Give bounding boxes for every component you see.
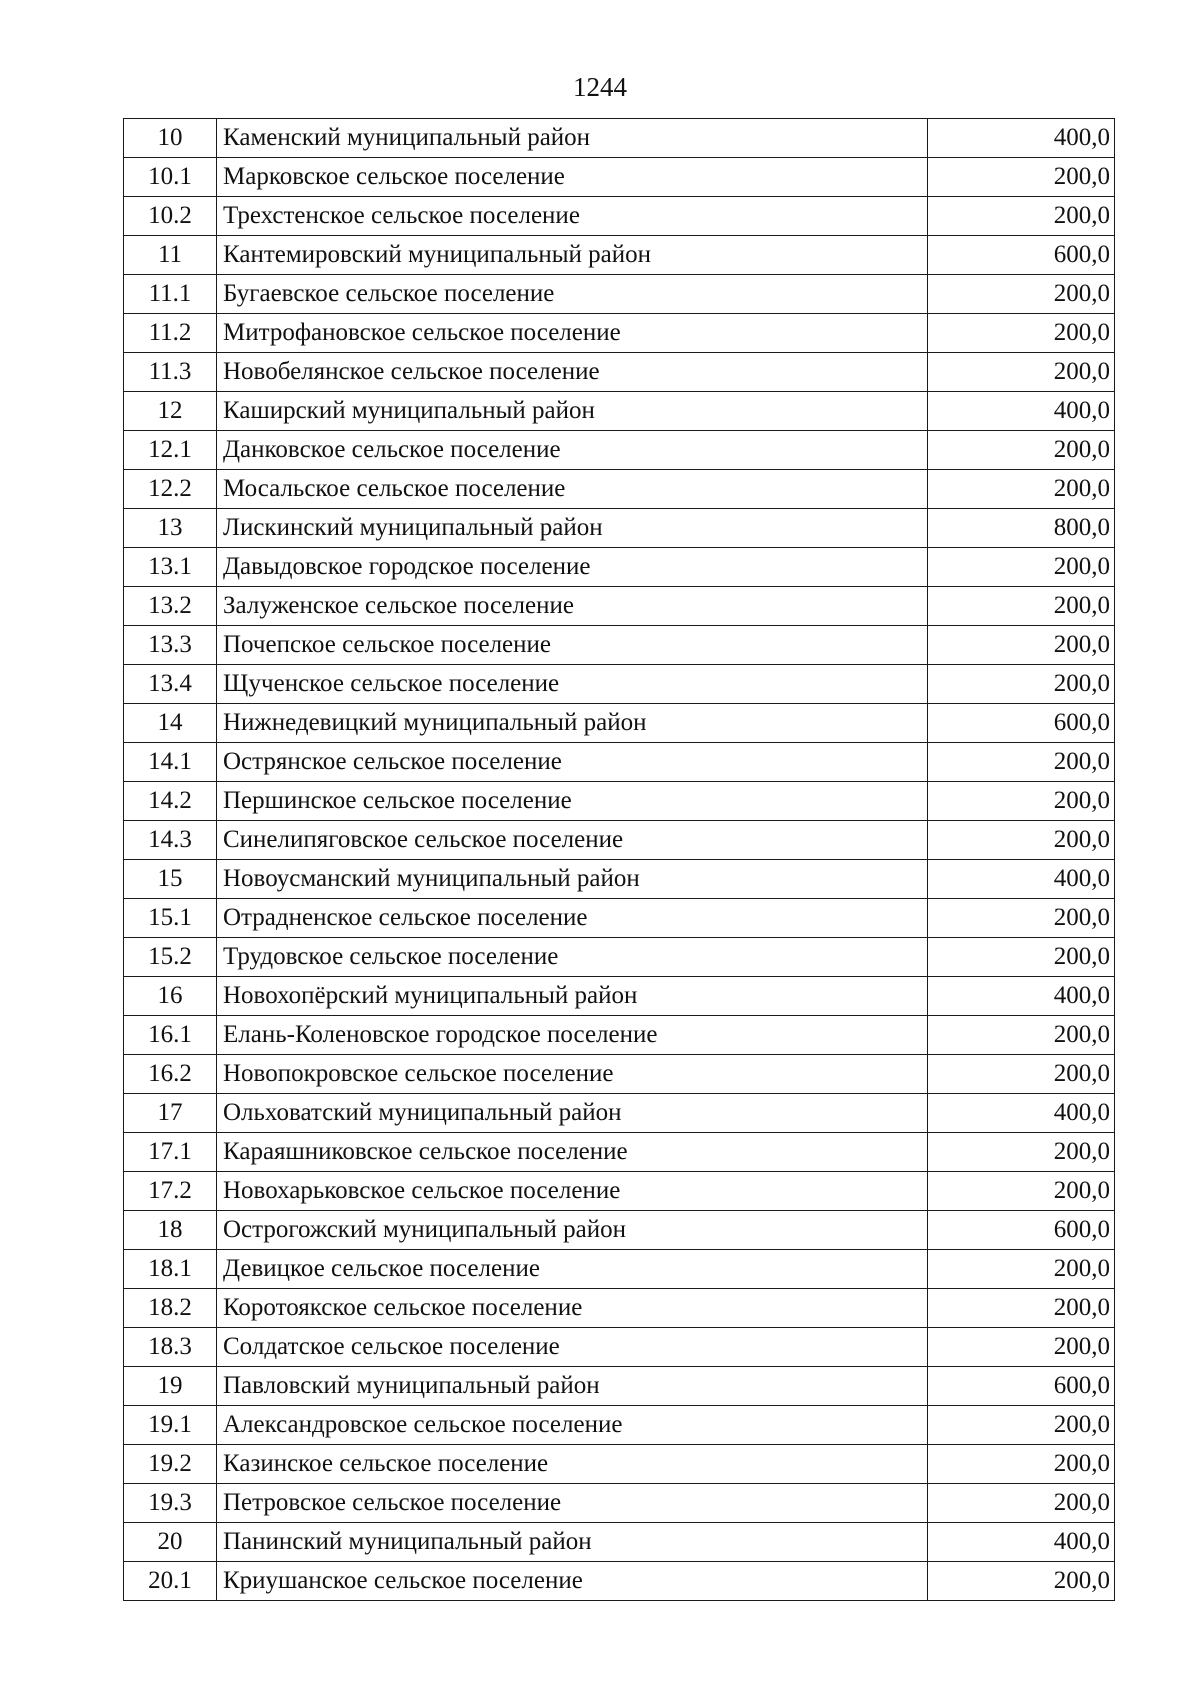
row-name-cell: Першинское сельское поселение — [217, 782, 928, 821]
row-number-cell: 19.1 — [124, 1406, 217, 1445]
row-name-cell: Новохарьковское сельское поселение — [217, 1172, 928, 1211]
row-number-cell: 16.1 — [124, 1016, 217, 1055]
table-row — [124, 1250, 1115, 1289]
table-row — [124, 1016, 1115, 1055]
row-name-cell: Павловский муниципальный район — [217, 1367, 928, 1406]
row-value-cell: 600,0 — [928, 236, 1115, 275]
row-name-cell: Новоусманский муниципальный район — [217, 860, 928, 899]
table-row — [124, 1328, 1115, 1367]
table-row — [124, 431, 1115, 470]
row-value-cell: 200,0 — [928, 1055, 1115, 1094]
row-name-cell: Караяшниковское сельское поселение — [217, 1133, 928, 1172]
row-name-cell: Бугаевское сельское поселение — [217, 275, 928, 314]
row-name-cell: Панинский муниципальный район — [217, 1523, 928, 1562]
row-name-cell: Трехстенское сельское поселение — [217, 197, 928, 236]
row-value-cell: 200,0 — [928, 158, 1115, 197]
row-name-cell: Митрофановское сельское поселение — [217, 314, 928, 353]
row-number-cell: 13 — [124, 509, 217, 548]
table-row — [124, 236, 1115, 275]
allocation-table — [123, 118, 1115, 1601]
row-value-cell: 200,0 — [928, 821, 1115, 860]
table-body — [124, 119, 1115, 1601]
row-value-cell: 200,0 — [928, 314, 1115, 353]
row-name-cell: Криушанское сельское поселение — [217, 1562, 928, 1601]
row-number-cell: 12.2 — [124, 470, 217, 509]
row-number-cell: 15.2 — [124, 938, 217, 977]
row-name-cell: Новобелянское сельское поселение — [217, 353, 928, 392]
row-name-cell: Почепское сельское поселение — [217, 626, 928, 665]
row-number-cell: 15.1 — [124, 899, 217, 938]
table-row — [124, 1562, 1115, 1601]
row-name-cell: Александровское сельское поселение — [217, 1406, 928, 1445]
table-row — [124, 1055, 1115, 1094]
table-row — [124, 1133, 1115, 1172]
row-name-cell: Давыдовское городское поселение — [217, 548, 928, 587]
row-number-cell: 14 — [124, 704, 217, 743]
row-name-cell: Щученское сельское поселение — [217, 665, 928, 704]
table-row — [124, 1484, 1115, 1523]
row-name-cell: Мосальское сельское поселение — [217, 470, 928, 509]
row-number-cell: 10 — [124, 119, 217, 158]
row-number-cell: 11 — [124, 236, 217, 275]
row-value-cell: 400,0 — [928, 860, 1115, 899]
row-value-cell: 200,0 — [928, 1328, 1115, 1367]
row-value-cell: 200,0 — [928, 782, 1115, 821]
table-row — [124, 899, 1115, 938]
table-row — [124, 509, 1115, 548]
table-row — [124, 548, 1115, 587]
row-value-cell: 200,0 — [928, 1289, 1115, 1328]
row-number-cell: 11.3 — [124, 353, 217, 392]
table-row — [124, 1211, 1115, 1250]
row-value-cell: 200,0 — [928, 431, 1115, 470]
row-number-cell: 18.2 — [124, 1289, 217, 1328]
table-row — [124, 977, 1115, 1016]
row-name-cell: Острогожский муниципальный район — [217, 1211, 928, 1250]
row-number-cell: 11.1 — [124, 275, 217, 314]
row-value-cell: 200,0 — [928, 197, 1115, 236]
table-row — [124, 1523, 1115, 1562]
row-value-cell: 200,0 — [928, 1445, 1115, 1484]
row-value-cell: 200,0 — [928, 470, 1115, 509]
table-row — [124, 1289, 1115, 1328]
row-name-cell: Новохопёрский муниципальный район — [217, 977, 928, 1016]
table-row — [124, 197, 1115, 236]
row-number-cell: 15 — [124, 860, 217, 899]
row-number-cell: 11.2 — [124, 314, 217, 353]
row-value-cell: 200,0 — [928, 938, 1115, 977]
table-row — [124, 938, 1115, 977]
row-name-cell: Солдатское сельское поселение — [217, 1328, 928, 1367]
row-value-cell: 200,0 — [928, 353, 1115, 392]
row-value-cell: 200,0 — [928, 899, 1115, 938]
table-row — [124, 275, 1115, 314]
row-value-cell: 200,0 — [928, 1016, 1115, 1055]
row-number-cell: 17 — [124, 1094, 217, 1133]
row-number-cell: 10.1 — [124, 158, 217, 197]
page-number: 1244 — [573, 72, 627, 102]
table-row — [124, 1172, 1115, 1211]
table-row — [124, 158, 1115, 197]
table-row — [124, 1445, 1115, 1484]
row-value-cell: 200,0 — [928, 548, 1115, 587]
row-number-cell: 14.2 — [124, 782, 217, 821]
row-name-cell: Каширский муниципальный район — [217, 392, 928, 431]
row-name-cell: Трудовское сельское поселение — [217, 938, 928, 977]
row-value-cell: 400,0 — [928, 1094, 1115, 1133]
row-value-cell: 200,0 — [928, 1484, 1115, 1523]
row-number-cell: 16.2 — [124, 1055, 217, 1094]
row-value-cell: 400,0 — [928, 977, 1115, 1016]
row-value-cell: 600,0 — [928, 1211, 1115, 1250]
table-row — [124, 1406, 1115, 1445]
row-value-cell: 200,0 — [928, 275, 1115, 314]
row-name-cell: Петровское сельское поселение — [217, 1484, 928, 1523]
row-number-cell: 20.1 — [124, 1562, 217, 1601]
table-row — [124, 314, 1115, 353]
row-name-cell: Девицкое сельское поселение — [217, 1250, 928, 1289]
row-value-cell: 400,0 — [928, 392, 1115, 431]
row-number-cell: 13.4 — [124, 665, 217, 704]
table-row — [124, 665, 1115, 704]
row-name-cell: Новопокровское сельское поселение — [217, 1055, 928, 1094]
row-value-cell: 200,0 — [928, 665, 1115, 704]
row-name-cell: Синелипяговское сельское поселение — [217, 821, 928, 860]
row-name-cell: Залуженское сельское поселение — [217, 587, 928, 626]
table-row — [124, 626, 1115, 665]
row-value-cell: 200,0 — [928, 1562, 1115, 1601]
row-value-cell: 200,0 — [928, 1133, 1115, 1172]
row-value-cell: 200,0 — [928, 626, 1115, 665]
row-name-cell: Каменский муниципальный район — [217, 119, 928, 158]
table-row — [124, 470, 1115, 509]
table-row — [124, 1094, 1115, 1133]
table-row — [124, 353, 1115, 392]
table-row — [124, 1367, 1115, 1406]
row-value-cell: 200,0 — [928, 1172, 1115, 1211]
row-name-cell: Данковское сельское поселение — [217, 431, 928, 470]
row-number-cell: 20 — [124, 1523, 217, 1562]
table-row — [124, 119, 1115, 158]
row-number-cell: 14.3 — [124, 821, 217, 860]
table-row — [124, 860, 1115, 899]
row-value-cell: 200,0 — [928, 587, 1115, 626]
table-row — [124, 392, 1115, 431]
row-value-cell: 400,0 — [928, 119, 1115, 158]
table-row — [124, 587, 1115, 626]
row-name-cell: Коротоякское сельское поселение — [217, 1289, 928, 1328]
row-number-cell: 12 — [124, 392, 217, 431]
row-number-cell: 13.2 — [124, 587, 217, 626]
row-number-cell: 13.3 — [124, 626, 217, 665]
row-value-cell: 400,0 — [928, 1523, 1115, 1562]
table-row — [124, 821, 1115, 860]
row-name-cell: Лискинский муниципальный район — [217, 509, 928, 548]
row-value-cell: 600,0 — [928, 704, 1115, 743]
row-number-cell: 10.2 — [124, 197, 217, 236]
row-name-cell: Елань-Коленовское городское поселение — [217, 1016, 928, 1055]
row-name-cell: Острянское сельское поселение — [217, 743, 928, 782]
table-row — [124, 782, 1115, 821]
row-number-cell: 18.3 — [124, 1328, 217, 1367]
row-number-cell: 12.1 — [124, 431, 217, 470]
row-name-cell: Казинское сельское поселение — [217, 1445, 928, 1484]
row-number-cell: 18.1 — [124, 1250, 217, 1289]
row-value-cell: 200,0 — [928, 1250, 1115, 1289]
row-number-cell: 17.2 — [124, 1172, 217, 1211]
row-number-cell: 19 — [124, 1367, 217, 1406]
row-name-cell: Ольховатский муниципальный район — [217, 1094, 928, 1133]
row-number-cell: 17.1 — [124, 1133, 217, 1172]
row-name-cell: Кантемировский муниципальный район — [217, 236, 928, 275]
row-number-cell: 18 — [124, 1211, 217, 1250]
row-name-cell: Отрадненское сельское поселение — [217, 899, 928, 938]
row-value-cell: 200,0 — [928, 1406, 1115, 1445]
table-row — [124, 743, 1115, 782]
row-number-cell: 16 — [124, 977, 217, 1016]
row-value-cell: 200,0 — [928, 743, 1115, 782]
row-number-cell: 19.3 — [124, 1484, 217, 1523]
table-row — [124, 704, 1115, 743]
row-name-cell: Нижнедевицкий муниципальный район — [217, 704, 928, 743]
row-number-cell: 14.1 — [124, 743, 217, 782]
row-number-cell: 13.1 — [124, 548, 217, 587]
row-number-cell: 19.2 — [124, 1445, 217, 1484]
row-name-cell: Марковское сельское поселение — [217, 158, 928, 197]
row-value-cell: 800,0 — [928, 509, 1115, 548]
row-value-cell: 600,0 — [928, 1367, 1115, 1406]
